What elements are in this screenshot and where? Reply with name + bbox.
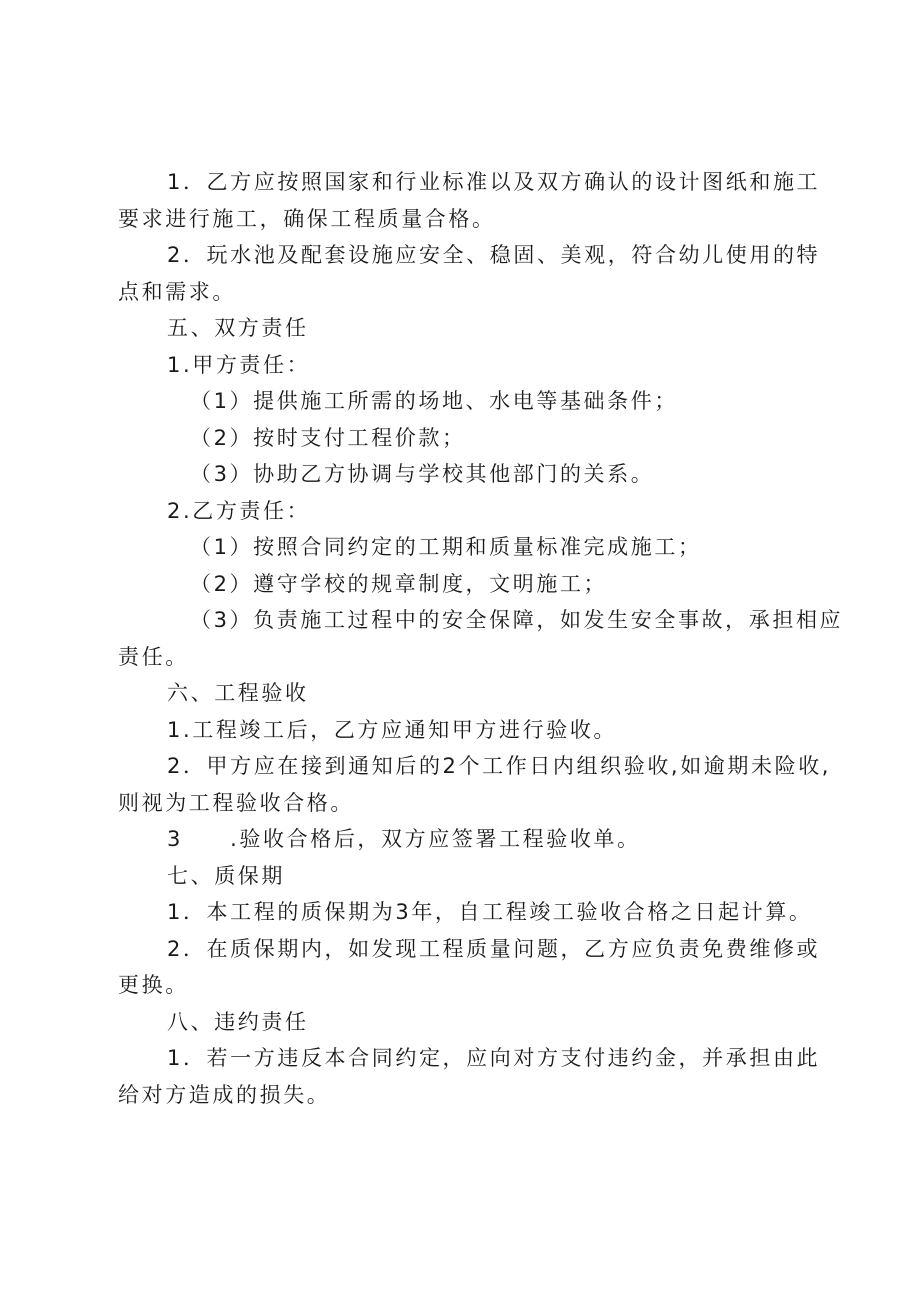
document-body bbox=[118, 164, 844, 1113]
document-line: （2）按时支付工程价款； bbox=[190, 425, 466, 450]
document-line: 六、工程验收 bbox=[167, 681, 309, 705]
document-line: 1.工程竣工后，乙方应通知甲方进行验收。 bbox=[167, 717, 618, 742]
document-line: 2．玩水池及配套设施应安全、稳固、美观，符合幼儿使用的特 bbox=[167, 243, 821, 267]
document-line: 点和需求。 bbox=[118, 279, 236, 304]
document-line: 2．甲方应在接到通知后的2个工作日内组织验收,如逾期未险收, bbox=[167, 754, 832, 778]
document-line: 更换。 bbox=[118, 973, 189, 997]
document-line: （1）提供施工所需的场地、水电等基础条件； bbox=[190, 389, 678, 413]
document-line: 给对方造成的损失。 bbox=[118, 1082, 331, 1107]
document-line: 3 .验收合格后，双方应签署工程验收单。 bbox=[167, 827, 641, 851]
document-line: （3）协助乙方协调与学校其他部门的关系。 bbox=[190, 462, 655, 486]
document-line: 则视为工程验收合格。 bbox=[118, 790, 354, 815]
document-line: 1.甲方责任： bbox=[167, 352, 311, 377]
document-line: 1．若一方违反本合同约定，应向对方支付违约金，并承担由此 bbox=[167, 1046, 821, 1070]
document-line: （3）负责施工过程中的安全保障，如发生安全事故，承担相应 bbox=[190, 608, 844, 632]
document-line: （2）遵守学校的规章制度，文明施工； bbox=[190, 571, 608, 596]
document-line: 要求进行施工，确保工程质量合格。 bbox=[118, 206, 496, 231]
document-line: 2．在质保期内，如发现工程质量问题，乙方应负责免费维修或 bbox=[167, 936, 821, 961]
document-line: 2.乙方责任： bbox=[167, 498, 311, 523]
document-line: 七、质保期 bbox=[167, 863, 285, 888]
document-line: 八、违约责任 bbox=[167, 1009, 309, 1034]
document-line: （1）按照合同约定的工期和质量标准完成施工； bbox=[190, 535, 702, 559]
document-line: 1．本工程的质保期为3年，自工程竣工验收合格之日起计算。 bbox=[167, 900, 813, 924]
document-line: 五、双方责任 bbox=[167, 316, 309, 340]
document-line: 责任。 bbox=[118, 644, 189, 669]
document-line: 1．乙方应按照国家和行业标准以及双方确认的设计图纸和施工 bbox=[167, 170, 821, 194]
